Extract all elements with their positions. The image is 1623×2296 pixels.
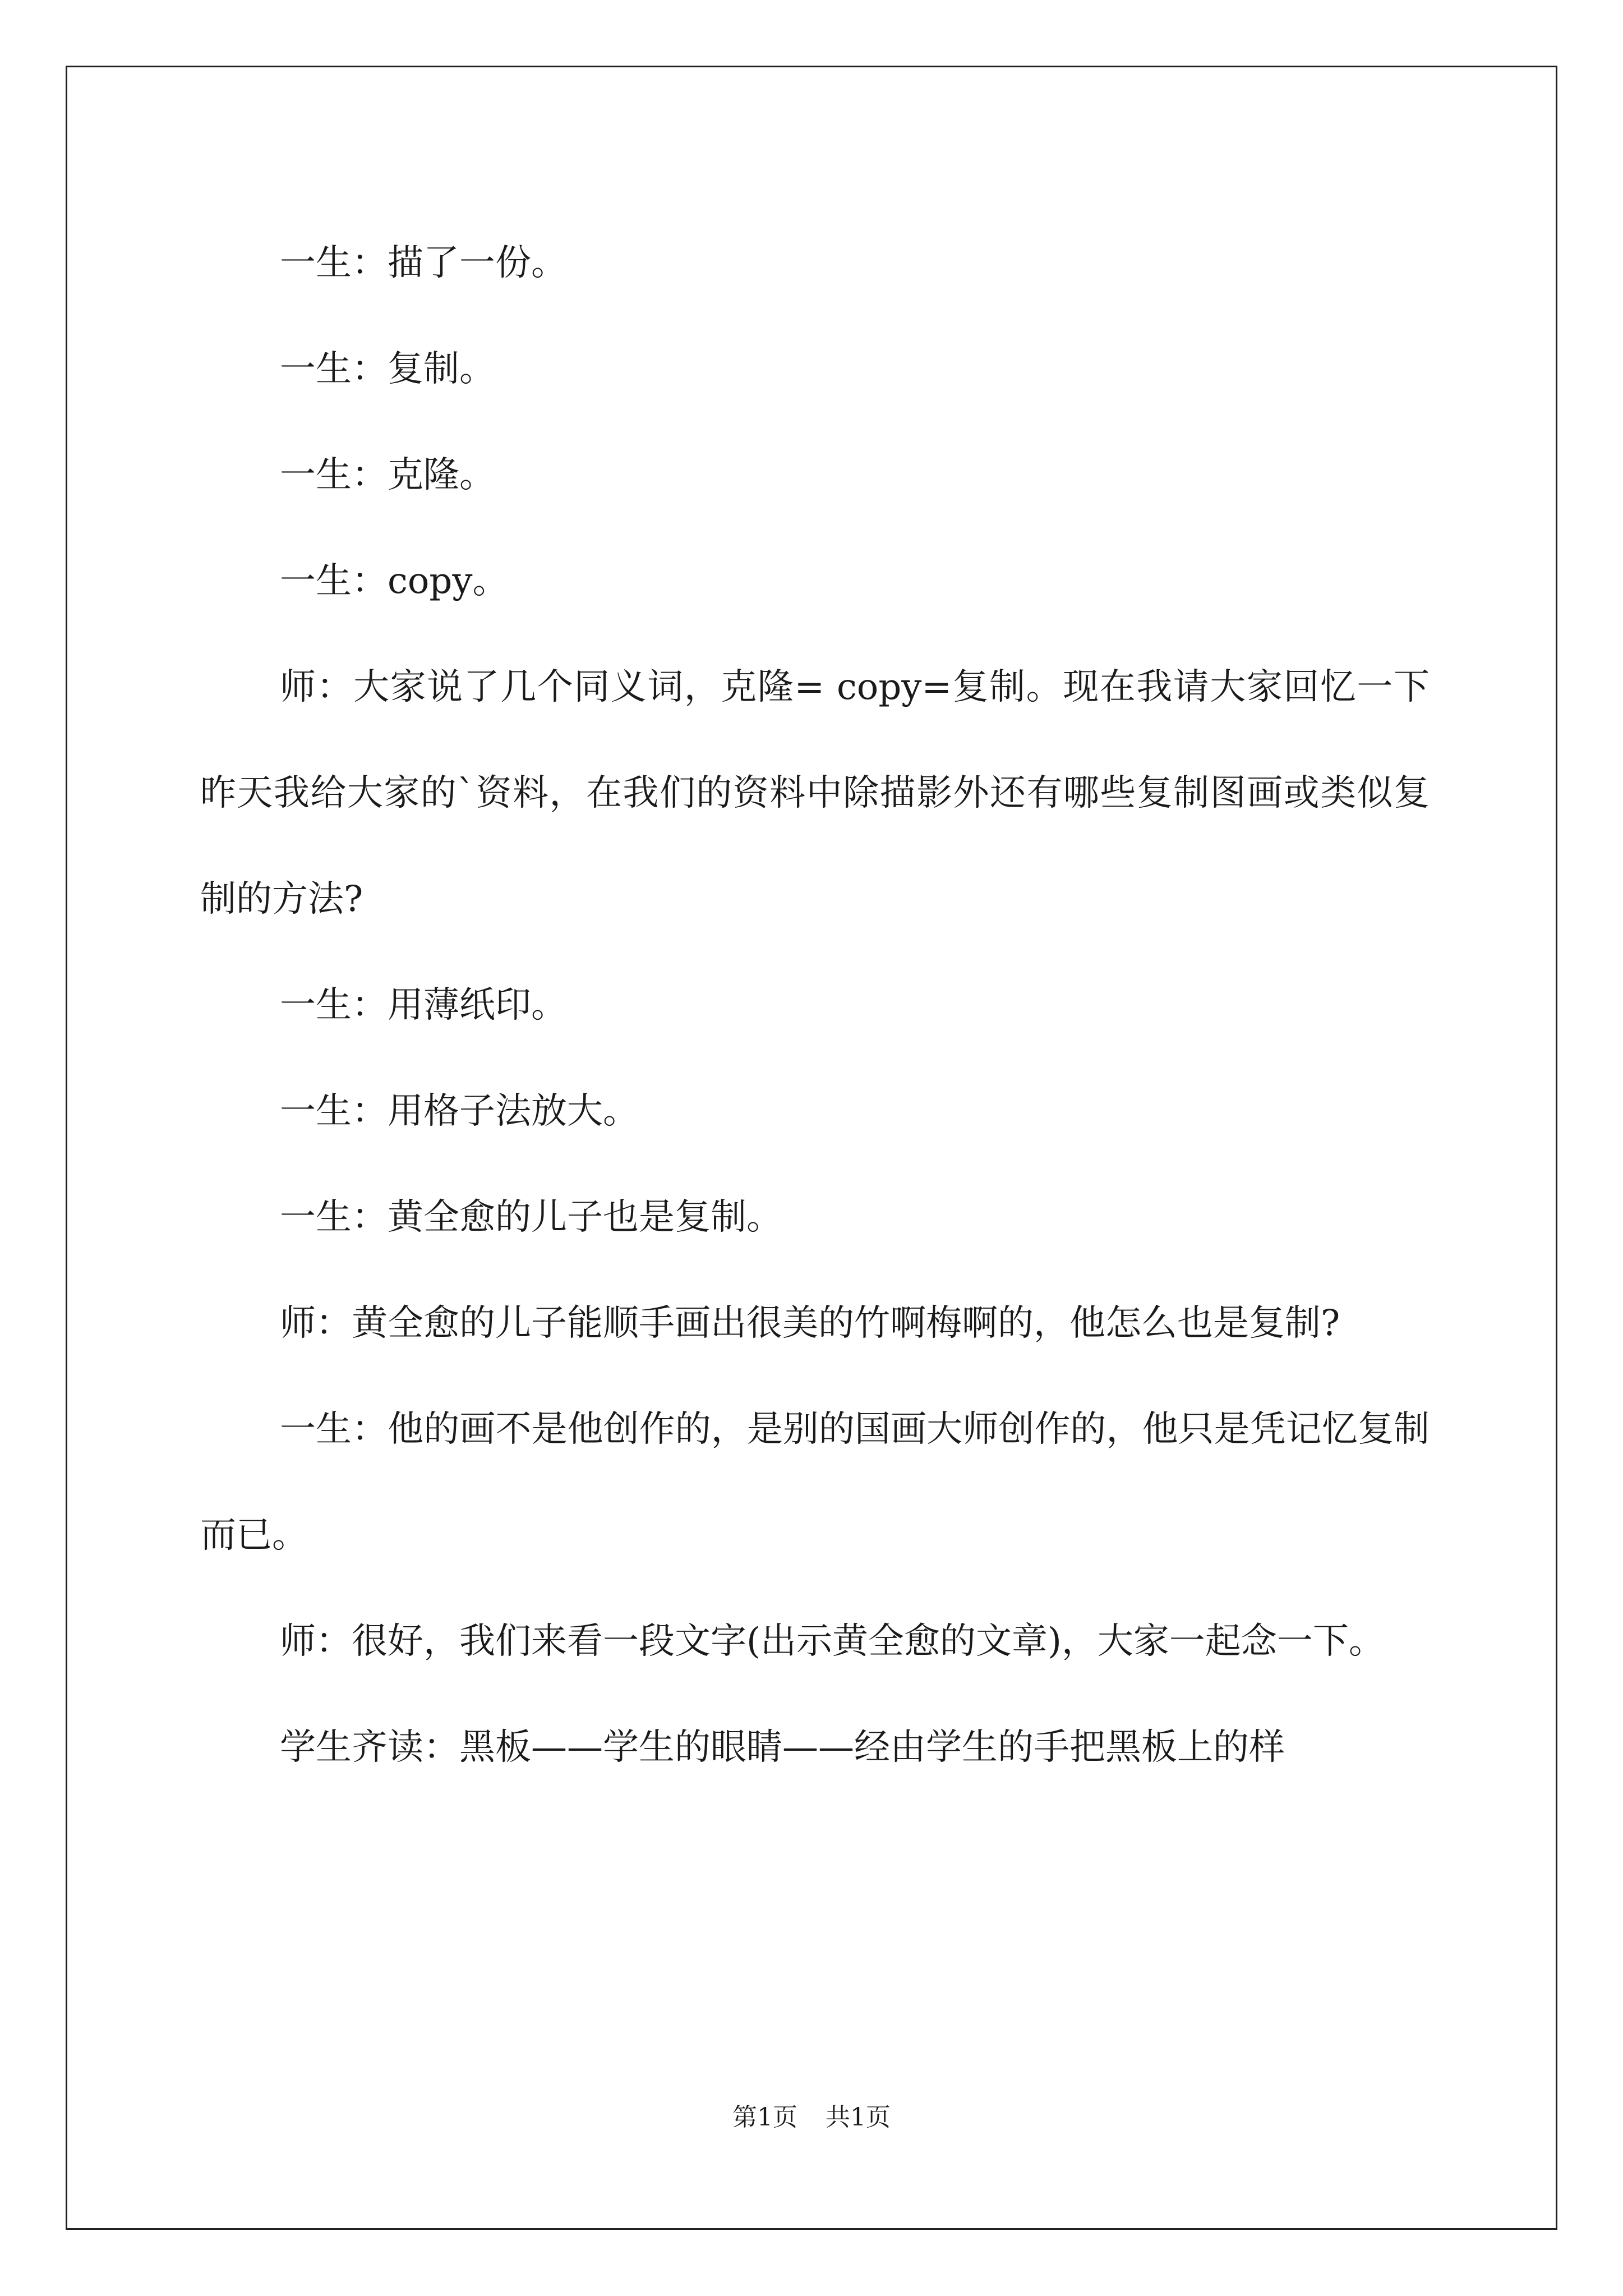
page-number-current: 第1页 bbox=[732, 2103, 797, 2132]
paragraph: 师：大家说了几个同义词，克隆= copy=复制。现在我请大家回忆一下昨天我给大家的`资料，在我们的资料中除描影外还有哪些复制图画或类似复制的方法? bbox=[200, 666, 1430, 920]
paragraph: 一生：黄全愈的儿子也是复制。 bbox=[280, 1197, 782, 1238]
document-body bbox=[200, 210, 1430, 1801]
paragraph: 一生：复制。 bbox=[280, 348, 495, 390]
paragraph: 学生齐读：黑板——学生的眼睛——经由学生的手把黑板上的样 bbox=[280, 1727, 1285, 1768]
page-footer bbox=[0, 2101, 1623, 2134]
paragraph: 一生：用格子法放大。 bbox=[280, 1091, 639, 1132]
paragraph: 一生：copy。 bbox=[280, 560, 509, 602]
paragraph: 一生：他的画不是他创作的，是别的国画大师创作的，他只是凭记忆复制而已。 bbox=[200, 1409, 1430, 1556]
paragraph: 一生：描了一份。 bbox=[280, 242, 567, 284]
page-number-total: 共1页 bbox=[826, 2103, 891, 2132]
paragraph: 一生：用薄纸印。 bbox=[280, 984, 567, 1026]
paragraph: 师：黄全愈的儿子能顺手画出很美的竹啊梅啊的，他怎么也是复制? bbox=[280, 1303, 1340, 1344]
paragraph: 一生：克隆。 bbox=[280, 454, 495, 496]
paragraph: 师：很好，我们来看一段文字(出示黄全愈的文章)，大家一起念一下。 bbox=[280, 1621, 1385, 1662]
